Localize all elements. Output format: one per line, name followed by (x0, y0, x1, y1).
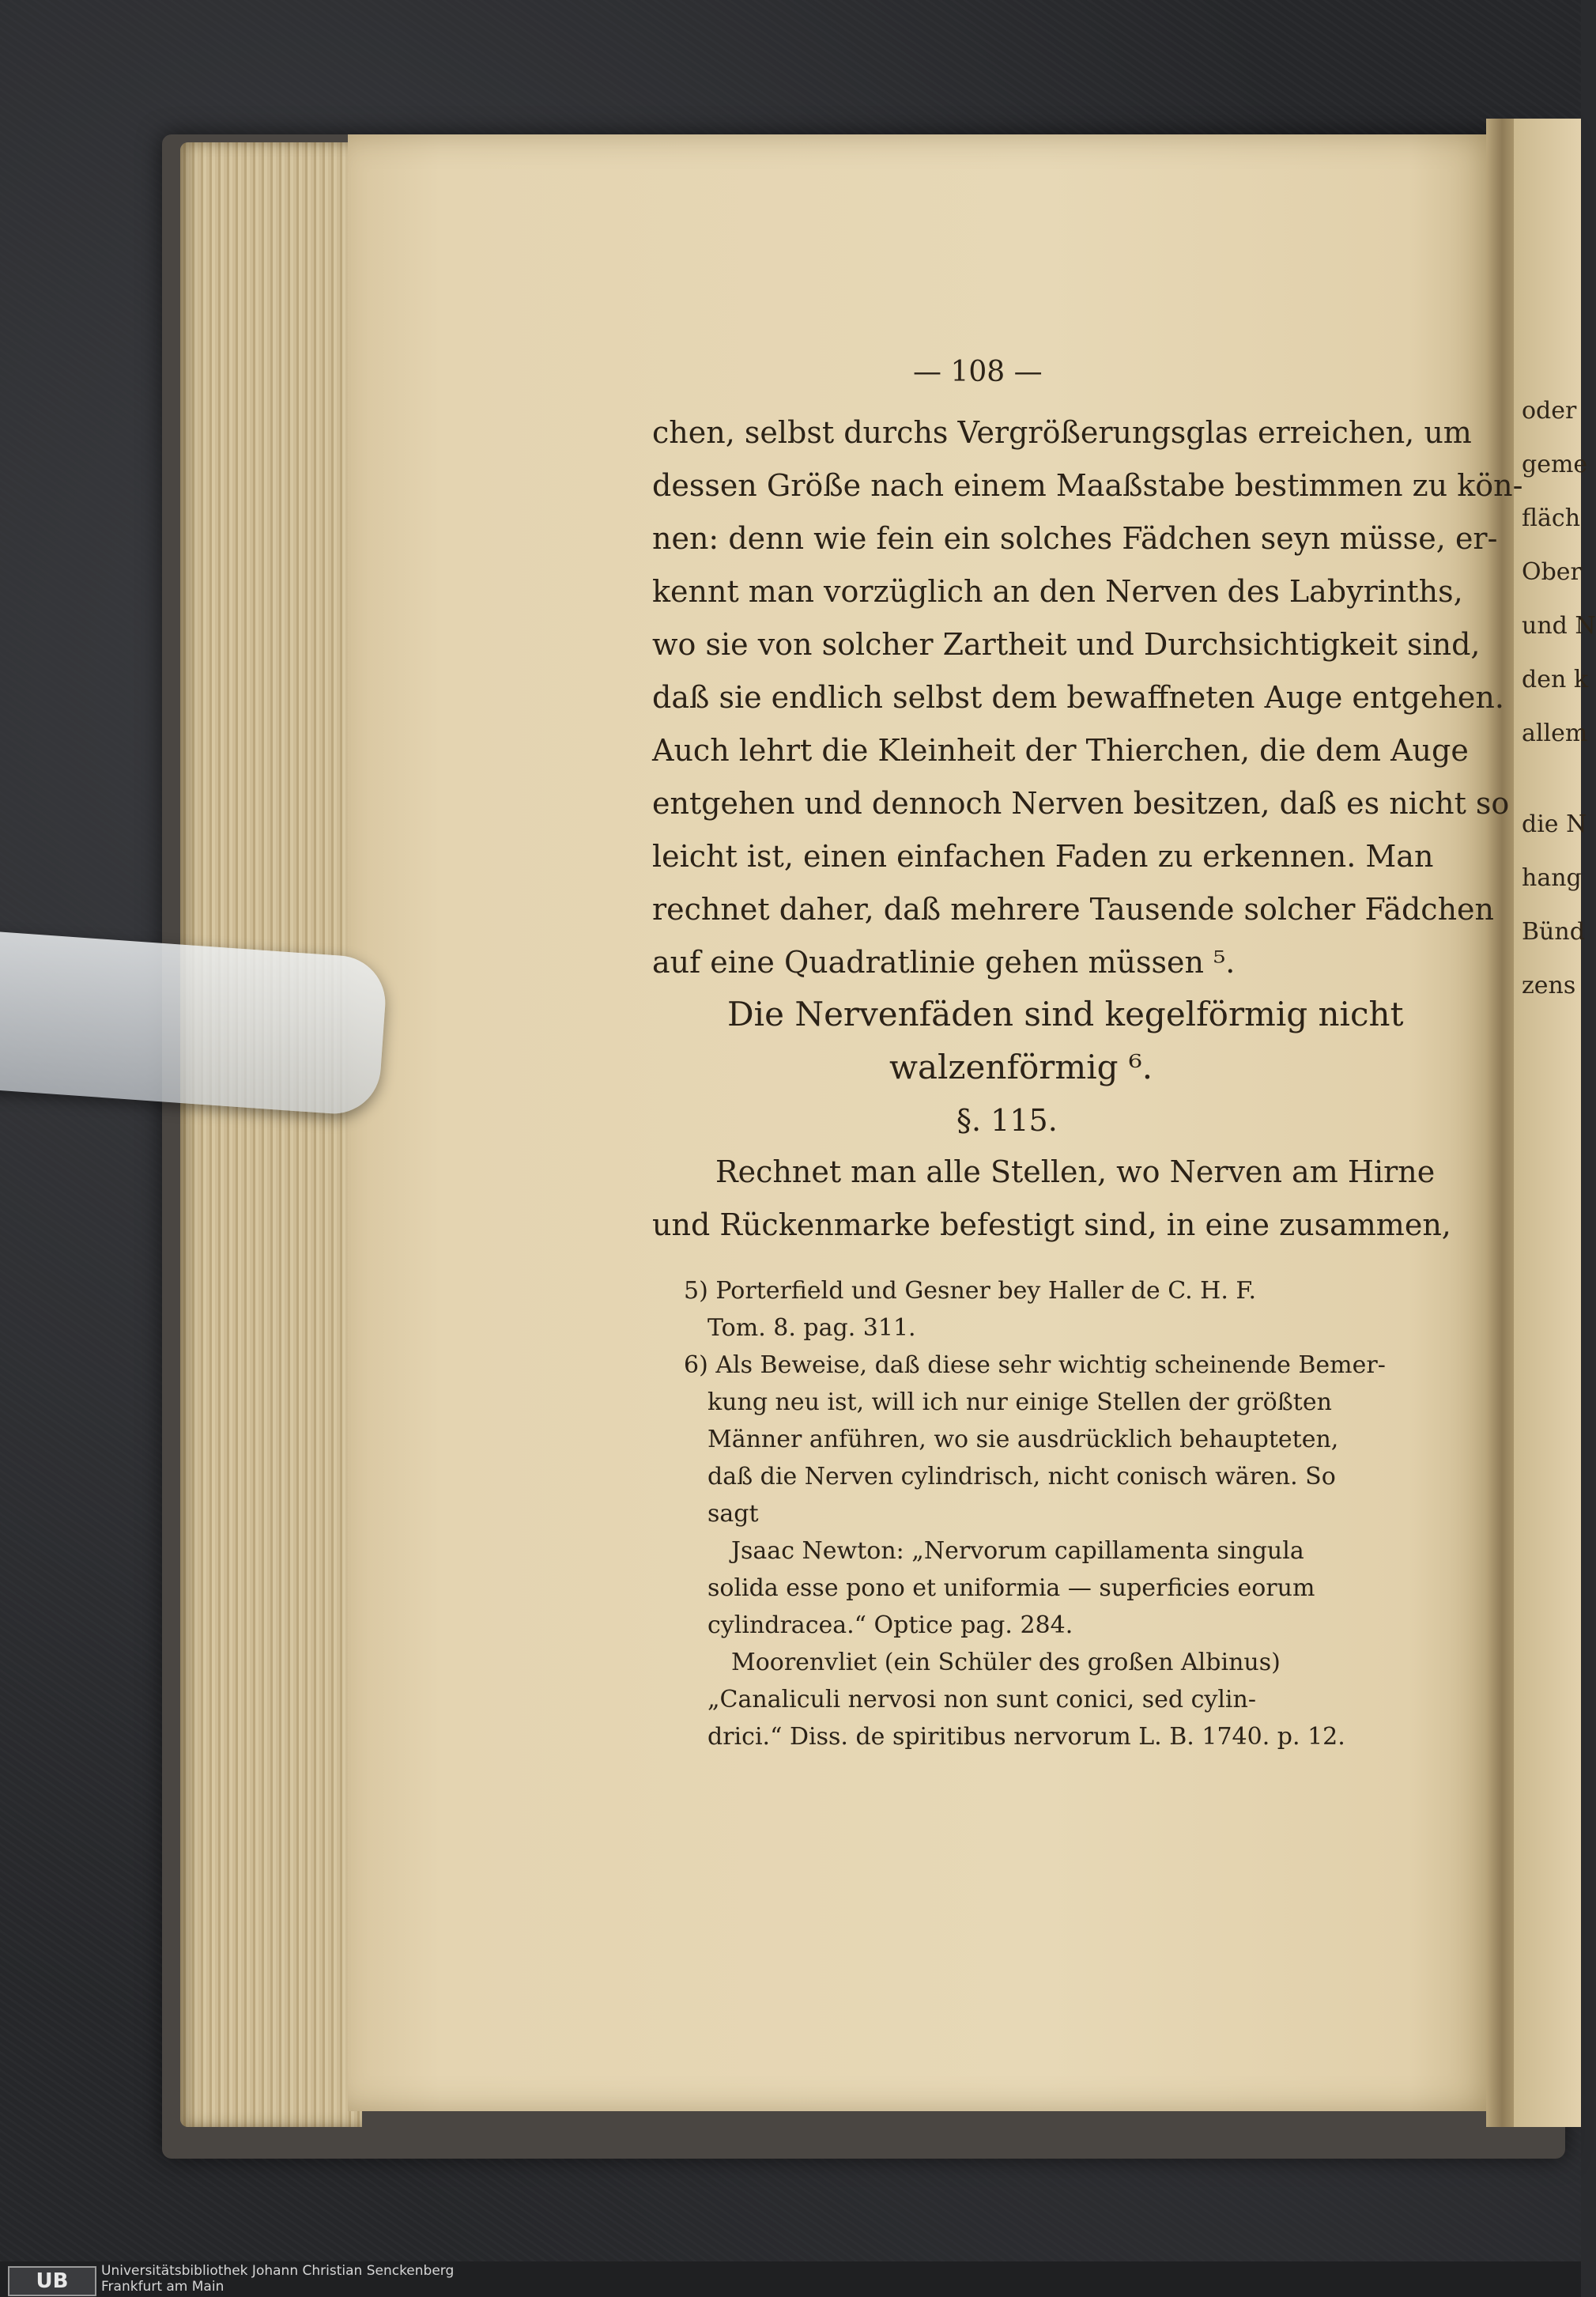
body-line: wo sie von solcher Zartheit und Durchsichtigkeit sind, (652, 627, 1481, 662)
footnote-line: drici.“ Diss. de spiritibus nervorum L. B. 1740. p. 12. (707, 1723, 1345, 1751)
body-line: und Rückenmarke befestigt sind, in eine zusammen, (652, 1207, 1451, 1242)
footnote-line: Tom. 8. pag. 311. (707, 1314, 916, 1342)
next-page-fragment: hang (1522, 864, 1582, 892)
next-page-fragment: allem (1522, 720, 1588, 747)
body-line: Auch lehrt die Kleinheit der Thierchen, die dem Auge (652, 733, 1469, 768)
footnote-line: solida esse pono et uniformia — superficies eorum (707, 1574, 1315, 1602)
body-line: rechnet daher, daß mehrere Tausende solcher Fädchen (652, 892, 1495, 927)
footnote-line: cylindracea.“ Optice pag. 284. (707, 1611, 1073, 1639)
page-number: — 108 — (913, 356, 1043, 388)
section-heading-continued: walzenförmig ⁶. (889, 1048, 1153, 1086)
footnote-line: „Canaliculi nervosi non sunt conici, sed cylin- (707, 1686, 1256, 1713)
next-page-fragment: zens (1522, 972, 1576, 999)
next-page-fragment: fläch (1522, 504, 1581, 532)
next-page-fragment: die N (1522, 810, 1587, 838)
footnote-line: Moorenvliet (ein Schüler des großen Albinus) (731, 1649, 1281, 1676)
section-heading: Die Nervenfäden sind kegelförmig nicht (727, 995, 1404, 1033)
section-number: §. 115. (956, 1103, 1058, 1138)
next-page-fragment: oder (1522, 397, 1577, 425)
body-line: chen, selbst durchs Vergrößerungsglas erreichen, um (652, 415, 1472, 450)
body-line: daß sie endlich selbst dem bewaffneten Auge entgehen. (652, 680, 1504, 715)
footnote-line: sagt (707, 1500, 759, 1528)
body-line: auf eine Quadratlinie gehen müssen ⁵. (652, 945, 1236, 980)
footnote-line: 6) Als Beweise, daß diese sehr wichtig scheinende Bemer- (684, 1351, 1386, 1379)
next-page-fragment: Ober (1522, 558, 1582, 586)
body-line: kennt man vorzüglich an den Nerven des Labyrinths, (652, 574, 1463, 609)
footnote-line: Männer anführen, wo sie ausdrücklich behaupteten, (707, 1426, 1339, 1453)
next-page-fragment: geme (1522, 451, 1588, 478)
next-page-fragment: Bünd (1522, 918, 1585, 946)
next-page-fragment: den k (1522, 666, 1588, 693)
body-line: entgehen und dennoch Nerven besitzen, daß es nicht so (652, 786, 1510, 821)
footnote-line: daß die Nerven cylindrisch, nicht conisch wären. So (707, 1463, 1336, 1490)
body-line: Rechnet man alle Stellen, wo Nerven am Hirne (715, 1154, 1436, 1189)
body-line: leicht ist, einen einfachen Faden zu erkennen. Man (652, 839, 1434, 874)
next-page-fragment: und N (1522, 612, 1596, 640)
footnote-line: Jsaac Newton: „Nervorum capillamenta singula (731, 1537, 1304, 1565)
library-credit: Universitätsbibliothek Johann Christian Senckenberg (101, 2263, 455, 2279)
footnote-line: kung neu ist, will ich nur einige Stellen der größten (707, 1388, 1332, 1416)
library-location: Frankfurt am Main (101, 2279, 224, 2295)
body-line: dessen Größe nach einem Maaßstabe bestimmen zu kön- (652, 468, 1523, 503)
library-logo: UB (8, 2266, 96, 2296)
footnote-line: 5) Porterfield und Gesner bey Haller de C. H. F. (684, 1277, 1257, 1305)
body-line: nen: denn wie fein ein solches Fädchen seyn müsse, er- (652, 521, 1498, 556)
